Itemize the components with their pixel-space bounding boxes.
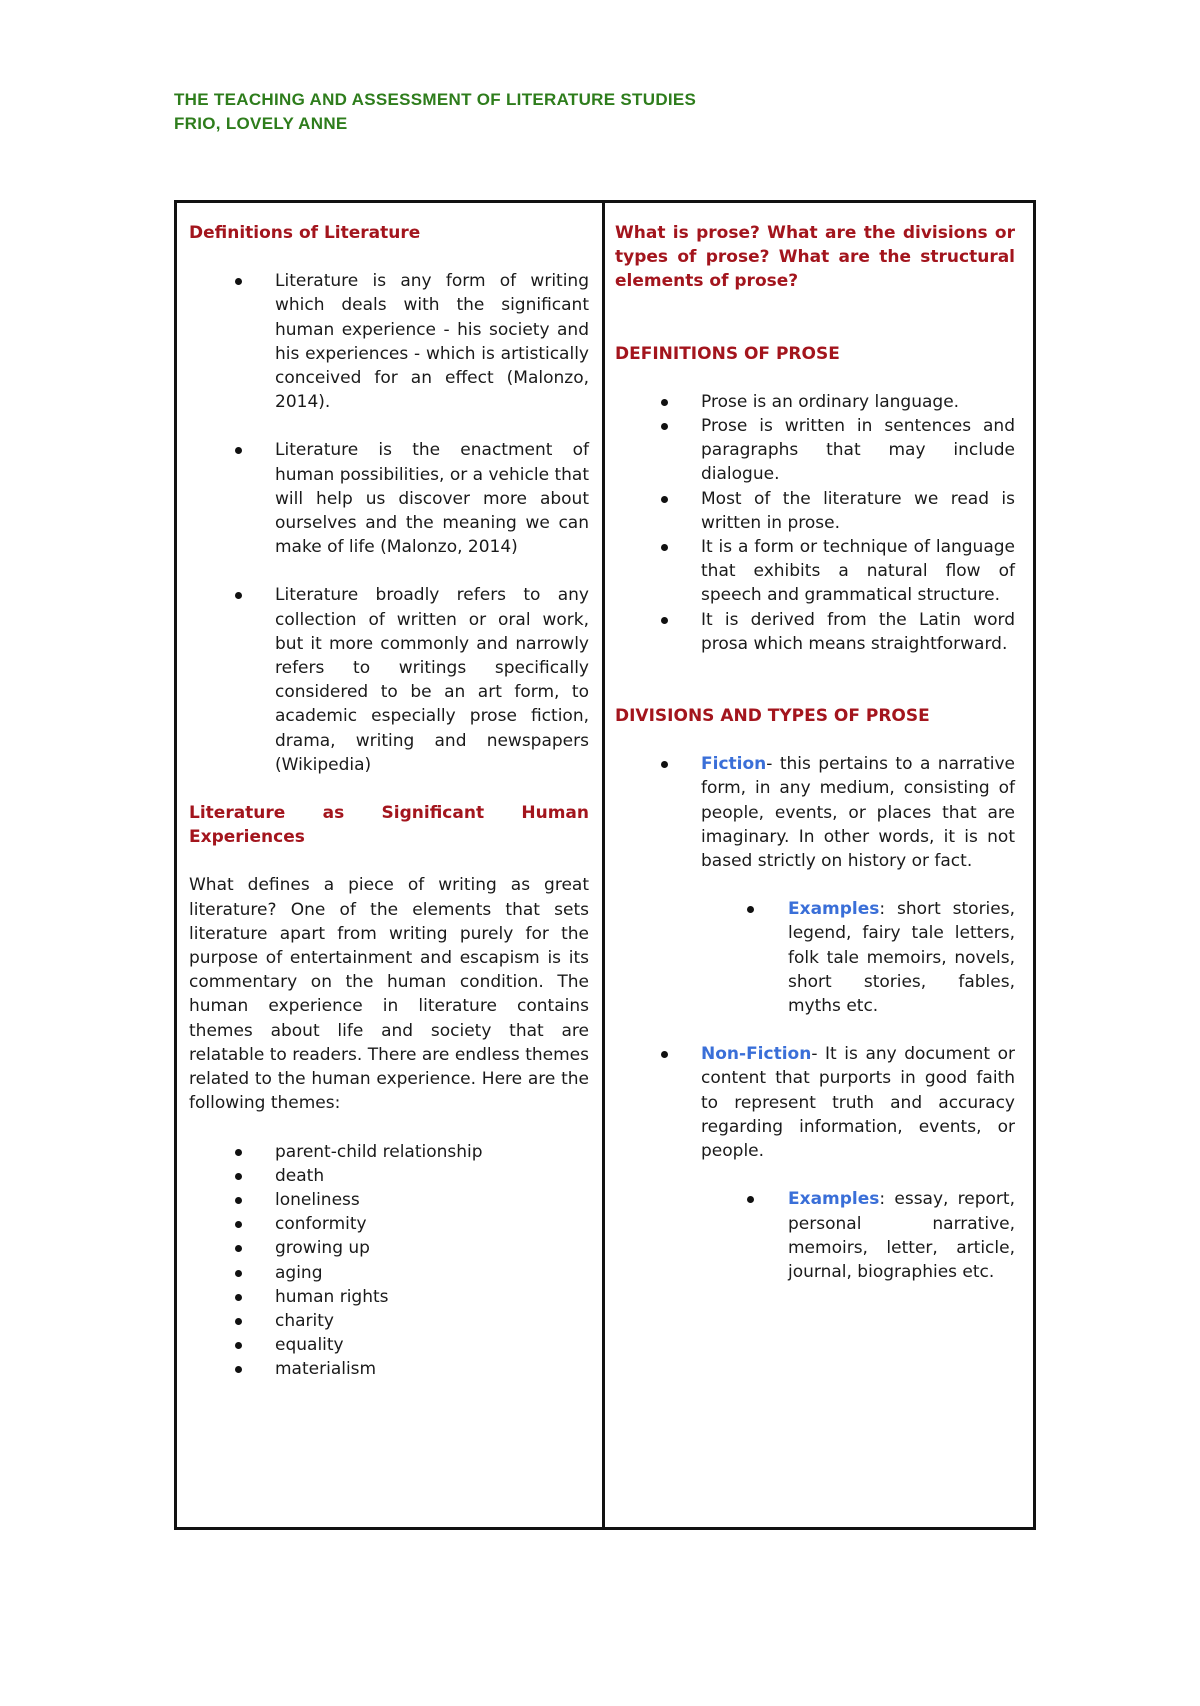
- list-item: materialism: [189, 1357, 589, 1381]
- list-item: Most of the literature we read is written in prose.: [615, 487, 1015, 535]
- definitions-list: [189, 583, 589, 777]
- list-item: loneliness: [189, 1188, 589, 1212]
- list-item: It is derived from the Latin word prosa which means straightforward.: [615, 608, 1015, 656]
- fiction-term: Fiction: [701, 754, 767, 775]
- column-divider: [602, 203, 605, 1527]
- prose-definitions-heading: DEFINITIONS OF PROSE: [615, 343, 840, 364]
- author-name: FRIO, LOVELY ANNE: [174, 114, 348, 133]
- list-item: Literature broadly refers to any collection of written or oral work, but it more commonly and narrowly refers to writings specifically considered to be an art form, to academic especially prose fiction, drama, writing and newspapers (Wikipedia): [189, 583, 589, 777]
- left-column: [189, 221, 589, 1382]
- list-item: equality: [189, 1333, 589, 1357]
- prose-types-list: [615, 752, 1015, 873]
- fiction-examples-list: [615, 897, 1015, 1018]
- fiction-examples-text: : short stories, legend, fairy tale letters, folk tale memoirs, novels, short stories, fables, myths etc.: [788, 899, 1015, 1017]
- list-item: charity: [189, 1309, 589, 1333]
- human-experiences-heading: Literature as Significant Human Experiences: [189, 803, 589, 848]
- document-title: THE TEACHING AND ASSESSMENT OF LITERATURE STUDIES: [174, 90, 697, 109]
- prose-types-list: [615, 1042, 1015, 1163]
- list-item: human rights: [189, 1285, 589, 1309]
- definitions-heading: Definitions of Literature: [189, 223, 421, 243]
- list-item: Prose is written in sentences and paragraphs that may include dialogue.: [615, 414, 1015, 487]
- right-column: [615, 221, 1015, 1284]
- list-item: growing up: [189, 1236, 589, 1260]
- list-item: Literature is any form of writing which deals with the significant human experience - his society and his experiences - which is artistically conceived for an effect (Malonzo, 2014).: [189, 269, 589, 414]
- nonfiction-examples-label: Examples: [788, 1189, 880, 1210]
- list-item: Prose is an ordinary language.: [615, 390, 1015, 414]
- list-item: conformity: [189, 1212, 589, 1236]
- list-item: Literature is the enactment of human possibilities, or a vehicle that will help us discover more about ourselves and the meaning we can make of life (Malonzo, 2014): [189, 438, 589, 559]
- definitions-list: [189, 438, 589, 559]
- nonfiction-examples-item: [615, 1187, 1015, 1284]
- prose-definitions-list: [615, 390, 1015, 656]
- list-item: death: [189, 1164, 589, 1188]
- fiction-text: - this pertains to a narrative form, in any medium, consisting of people, events, or places that are imaginary. In other words, it is not based strictly on history or fact.: [701, 754, 1015, 872]
- nonfiction-examples-list: [615, 1187, 1015, 1284]
- nonfiction-text: - It is any document or content that purports in good faith to represent truth and accuracy regarding information, events, or people.: [701, 1044, 1015, 1162]
- fiction-examples-label: Examples: [788, 899, 880, 920]
- themes-list: [189, 1140, 589, 1382]
- content-table: [174, 200, 1036, 1530]
- human-experiences-paragraph: What defines a piece of writing as great literature? One of the elements that sets literature apart from writing purely for the purpose of entertainment and escapism is its commentary on the human condition. The human experience in literature contains themes about life and society that are relatable to readers. There are endless themes related to the human experience. Here are the following themes:: [189, 875, 589, 1114]
- divisions-heading: DIVISIONS AND TYPES OF PROSE: [615, 706, 930, 727]
- list-item: aging: [189, 1261, 589, 1285]
- definitions-list: [189, 269, 589, 414]
- list-item: It is a form or technique of language that exhibits a natural flow of speech and grammatical structure.: [615, 535, 1015, 608]
- fiction-examples-item: [615, 897, 1015, 1018]
- fiction-item: [615, 752, 1015, 873]
- document-header: [174, 88, 696, 136]
- nonfiction-item: [615, 1042, 1015, 1163]
- prose-question: What is prose? What are the divisions or types of prose? What are the structural elements of prose?: [615, 223, 1015, 292]
- nonfiction-examples-text: : essay, report, personal narrative, memoirs, letter, article, journal, biographies etc.: [788, 1189, 1015, 1282]
- list-item: parent-child relationship: [189, 1140, 589, 1164]
- nonfiction-term: Non-Fiction: [701, 1044, 812, 1065]
